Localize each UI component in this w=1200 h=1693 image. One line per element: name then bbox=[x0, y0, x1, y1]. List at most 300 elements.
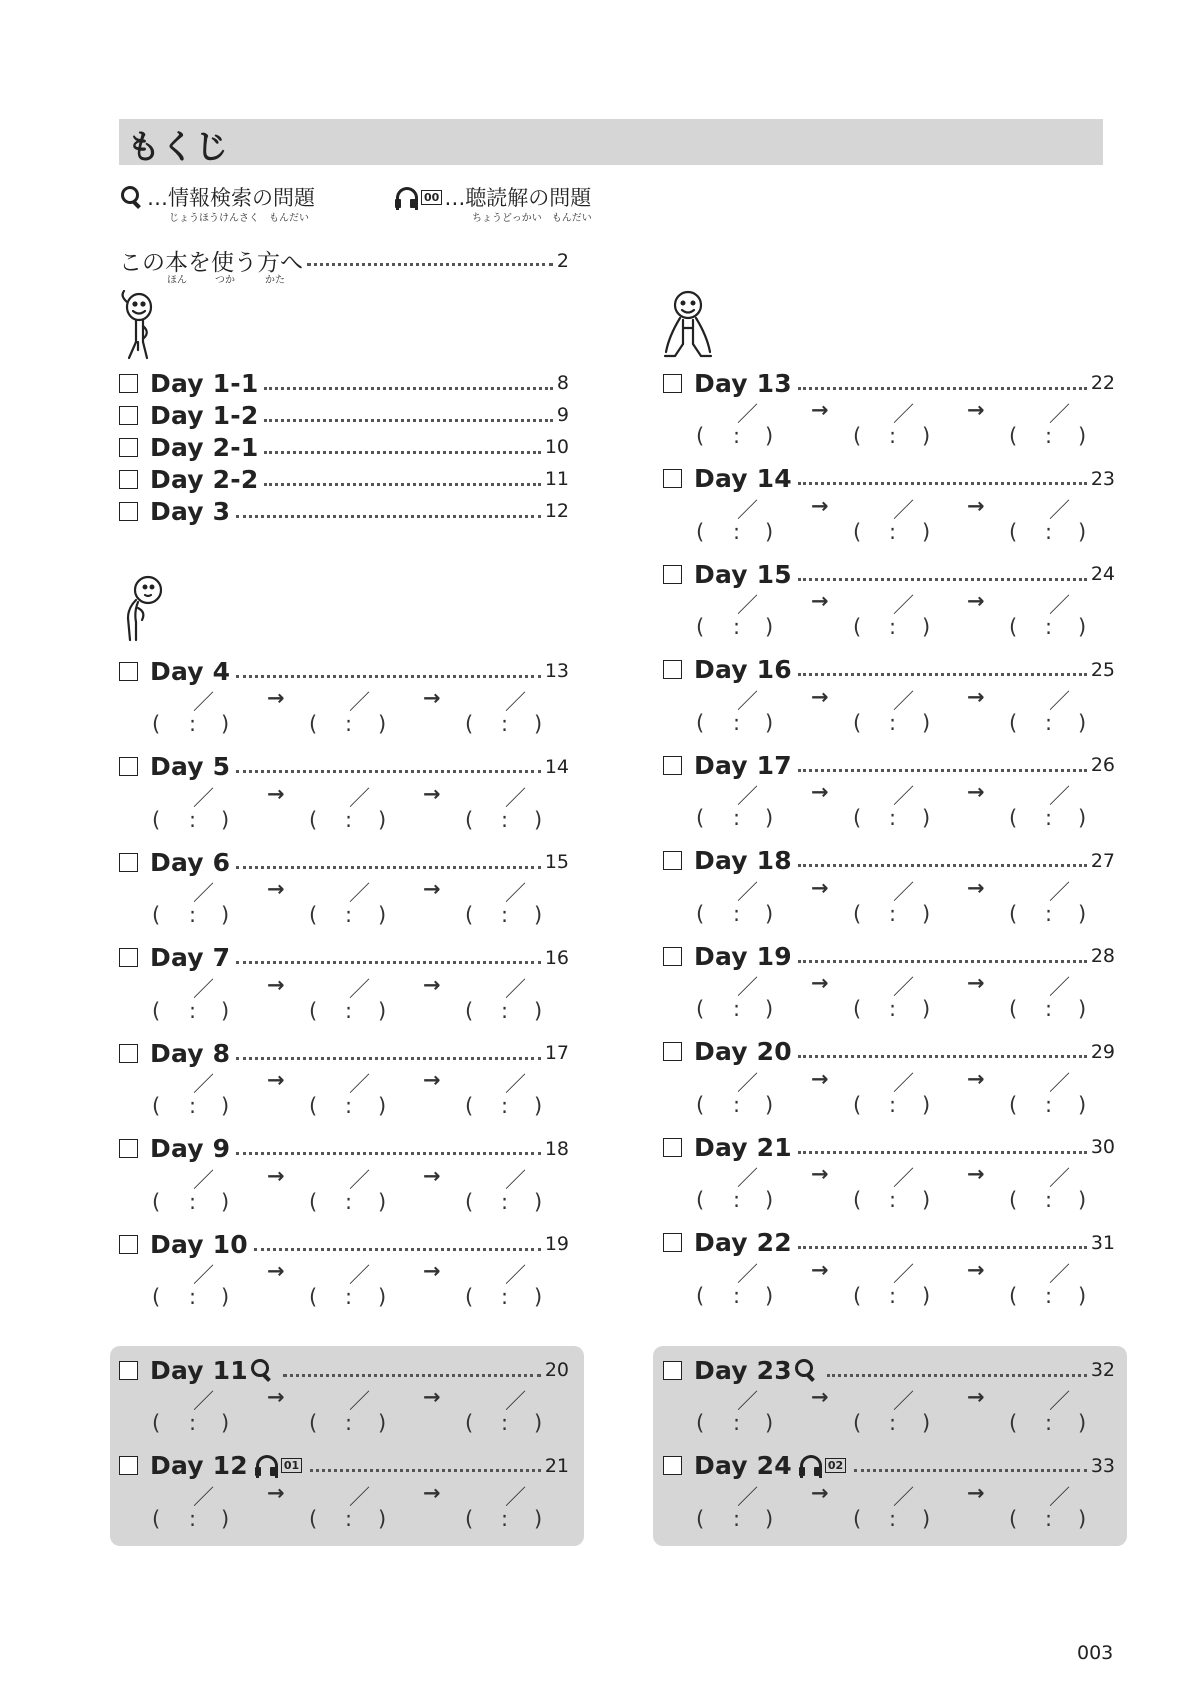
toc-entry[interactable] bbox=[663, 1037, 1115, 1127]
toc-entry[interactable] bbox=[119, 1451, 569, 1541]
leader-dots bbox=[236, 515, 541, 518]
progress-tracker[interactable] bbox=[149, 1481, 549, 1537]
leader-dots bbox=[236, 675, 541, 678]
date-slash: ／ bbox=[349, 1072, 370, 1096]
time-colon: : bbox=[733, 806, 741, 830]
checkbox[interactable] bbox=[663, 565, 682, 584]
date-slash: ／ bbox=[349, 976, 370, 1001]
toc-entry[interactable] bbox=[663, 1355, 1115, 1445]
time-open-paren: ( bbox=[853, 1092, 862, 1117]
leader-dots bbox=[798, 387, 1087, 390]
checkbox[interactable] bbox=[119, 662, 138, 681]
progress-tracker[interactable] bbox=[693, 971, 1093, 1027]
entry-line bbox=[119, 752, 569, 782]
checkbox[interactable] bbox=[119, 374, 138, 393]
time-open-paren: ( bbox=[696, 519, 705, 544]
progress-tracker[interactable] bbox=[693, 494, 1093, 550]
time-open-paren: ( bbox=[853, 424, 862, 448]
time-close-paren: ) bbox=[765, 901, 774, 926]
checkbox[interactable] bbox=[663, 851, 682, 870]
checkbox[interactable] bbox=[119, 1456, 138, 1475]
time-colon: : bbox=[501, 998, 509, 1023]
time-open-paren: ( bbox=[465, 998, 474, 1023]
toc-entry[interactable] bbox=[119, 847, 569, 937]
checkbox[interactable] bbox=[119, 948, 138, 967]
arrow-icon: → bbox=[811, 493, 829, 518]
entry-line bbox=[663, 941, 1115, 971]
time-open-paren: ( bbox=[696, 615, 705, 639]
leader-dots bbox=[264, 387, 552, 390]
time-open-paren: ( bbox=[696, 424, 705, 448]
legend-listening bbox=[396, 182, 636, 232]
entry-page: 20 bbox=[544, 1359, 569, 1381]
checkbox[interactable] bbox=[663, 1042, 682, 1061]
arrow-icon: → bbox=[967, 780, 985, 804]
arrow-icon: → bbox=[811, 398, 829, 422]
entry-page: 30 bbox=[1090, 1136, 1115, 1158]
arrow-icon: → bbox=[267, 972, 285, 997]
date-slash: ／ bbox=[193, 976, 214, 1001]
arrow-icon: → bbox=[811, 1066, 829, 1091]
time-colon: : bbox=[889, 615, 897, 639]
time-colon: : bbox=[501, 807, 509, 832]
date-slash: ／ bbox=[193, 690, 214, 714]
time-open-paren: ( bbox=[152, 903, 161, 927]
time-close-paren: ) bbox=[765, 615, 774, 639]
progress-tracker[interactable] bbox=[693, 1258, 1093, 1314]
entry-line bbox=[119, 1355, 569, 1385]
entry-line bbox=[119, 1451, 569, 1481]
time-open-paren: ( bbox=[465, 1506, 474, 1531]
time-close-paren: ) bbox=[221, 1411, 230, 1435]
toc-entry[interactable] bbox=[119, 943, 569, 1033]
time-close-paren: ) bbox=[922, 519, 931, 544]
progress-tracker[interactable] bbox=[693, 780, 1093, 836]
search-icon bbox=[121, 186, 143, 208]
arrow-icon: → bbox=[967, 1066, 985, 1091]
legend-search-ruby: じょうほうけんさく もんだい bbox=[169, 213, 309, 224]
checkbox[interactable] bbox=[663, 947, 682, 966]
entry-line bbox=[663, 1037, 1115, 1067]
entry-page: 26 bbox=[1090, 754, 1115, 776]
toc-entry[interactable] bbox=[119, 368, 569, 398]
time-colon: : bbox=[733, 901, 741, 926]
time-open-paren: ( bbox=[465, 1285, 474, 1309]
arrow-icon: → bbox=[423, 877, 441, 901]
arrow-icon: → bbox=[423, 972, 441, 997]
arrow-icon: → bbox=[423, 1385, 441, 1409]
date-slash: ／ bbox=[193, 1072, 214, 1096]
toc-entry[interactable] bbox=[663, 368, 1115, 458]
checkbox[interactable] bbox=[663, 756, 682, 775]
entry-label: Day 22 bbox=[694, 1228, 792, 1257]
date-slash: ／ bbox=[893, 402, 914, 426]
entry-label: Day 24 bbox=[694, 1451, 792, 1480]
arrow-icon: → bbox=[811, 1162, 829, 1186]
time-close-paren: ) bbox=[922, 615, 931, 639]
date-slash: ／ bbox=[893, 1166, 914, 1190]
toc-entry[interactable] bbox=[119, 1355, 569, 1445]
checkbox[interactable] bbox=[119, 406, 138, 425]
entry-line bbox=[663, 464, 1115, 494]
leader-dots bbox=[310, 1469, 541, 1472]
date-slash: ／ bbox=[737, 1389, 758, 1413]
toc-entry[interactable] bbox=[663, 1132, 1115, 1222]
toc-entry[interactable] bbox=[119, 1134, 569, 1224]
leader-dots bbox=[236, 866, 541, 869]
time-colon: : bbox=[345, 712, 353, 736]
checkbox[interactable] bbox=[119, 1044, 138, 1063]
time-open-paren: ( bbox=[1009, 806, 1018, 830]
time-open-paren: ( bbox=[152, 1189, 161, 1214]
time-open-paren: ( bbox=[853, 1283, 862, 1308]
toc-entry[interactable] bbox=[119, 496, 569, 526]
time-close-paren: ) bbox=[922, 1411, 931, 1435]
time-colon: : bbox=[889, 519, 897, 544]
progress-tracker[interactable] bbox=[149, 686, 549, 742]
leader-dots bbox=[236, 961, 541, 964]
time-open-paren: ( bbox=[1009, 997, 1018, 1021]
entry-page: 15 bbox=[544, 851, 569, 873]
toc-entry[interactable] bbox=[119, 656, 569, 746]
time-close-paren: ) bbox=[221, 1189, 230, 1214]
time-colon: : bbox=[889, 1188, 897, 1212]
arrow-icon: → bbox=[811, 589, 829, 613]
usage-entry[interactable] bbox=[119, 244, 569, 284]
time-close-paren: ) bbox=[1078, 1411, 1087, 1435]
leader-dots bbox=[854, 1469, 1087, 1472]
leader-dots bbox=[236, 1057, 541, 1060]
entry-line bbox=[663, 559, 1115, 589]
time-close-paren: ) bbox=[534, 998, 543, 1023]
time-close-paren: ) bbox=[378, 712, 387, 736]
time-colon: : bbox=[501, 1189, 509, 1214]
time-colon: : bbox=[733, 1506, 741, 1531]
time-colon: : bbox=[889, 1411, 897, 1435]
progress-tracker[interactable] bbox=[149, 1259, 549, 1315]
time-open-paren: ( bbox=[309, 1094, 318, 1118]
time-colon: : bbox=[189, 903, 197, 927]
time-close-paren: ) bbox=[221, 712, 230, 736]
arrow-icon: → bbox=[967, 1385, 985, 1409]
legend-search bbox=[121, 182, 361, 232]
progress-tracker[interactable] bbox=[693, 589, 1093, 645]
time-close-paren: ) bbox=[221, 998, 230, 1023]
date-slash: ／ bbox=[505, 1389, 526, 1413]
arrow-icon: → bbox=[267, 781, 285, 806]
progress-tracker[interactable] bbox=[693, 1481, 1093, 1537]
time-close-paren: ) bbox=[534, 712, 543, 736]
checkbox[interactable] bbox=[119, 1139, 138, 1158]
progress-tracker[interactable] bbox=[693, 1162, 1093, 1218]
arrow-icon: → bbox=[267, 686, 285, 710]
time-open-paren: ( bbox=[853, 710, 862, 735]
time-close-paren: ) bbox=[1078, 424, 1087, 448]
time-close-paren: ) bbox=[765, 424, 774, 448]
toc-entry[interactable] bbox=[119, 400, 569, 430]
ruby-kata: かた bbox=[265, 275, 285, 286]
leader-dots bbox=[236, 1152, 541, 1155]
checkbox[interactable] bbox=[119, 1361, 138, 1380]
time-colon: : bbox=[733, 519, 741, 544]
checkbox[interactable] bbox=[663, 1233, 682, 1252]
entry-page: 21 bbox=[544, 1454, 569, 1477]
time-open-paren: ( bbox=[696, 901, 705, 926]
time-open-paren: ( bbox=[1009, 1283, 1018, 1308]
time-open-paren: ( bbox=[853, 806, 862, 830]
progress-tracker[interactable] bbox=[149, 973, 549, 1029]
entry-line bbox=[119, 943, 569, 973]
time-open-paren: ( bbox=[853, 901, 862, 926]
toc-entry[interactable] bbox=[119, 1229, 569, 1319]
arrow-icon: → bbox=[423, 686, 441, 710]
time-open-paren: ( bbox=[853, 1506, 862, 1531]
leader-dots bbox=[798, 673, 1087, 676]
date-slash: ／ bbox=[737, 879, 758, 904]
time-open-paren: ( bbox=[696, 1283, 705, 1308]
time-colon: : bbox=[501, 1285, 509, 1309]
entry-label: Day 21 bbox=[694, 1132, 792, 1162]
progress-tracker[interactable] bbox=[149, 782, 549, 838]
page-title: もくじ bbox=[127, 127, 229, 166]
checkbox[interactable] bbox=[119, 502, 138, 521]
time-close-paren: ) bbox=[1078, 997, 1087, 1021]
date-slash: ／ bbox=[505, 1167, 526, 1192]
headphones-icon bbox=[256, 1455, 304, 1476]
toc-entry[interactable] bbox=[119, 752, 569, 842]
toc-entry[interactable] bbox=[119, 464, 569, 494]
time-open-paren: ( bbox=[696, 1092, 705, 1117]
time-close-paren: ) bbox=[378, 1411, 387, 1435]
entry-page: 31 bbox=[1090, 1231, 1115, 1254]
entry-line bbox=[663, 655, 1115, 685]
date-slash: ／ bbox=[1049, 1261, 1070, 1286]
progress-tracker[interactable] bbox=[149, 1068, 549, 1124]
arrow-icon: → bbox=[811, 1257, 829, 1282]
toc-entry[interactable] bbox=[663, 655, 1115, 745]
toc-entry[interactable] bbox=[663, 846, 1115, 936]
time-colon: : bbox=[345, 1285, 353, 1309]
checkbox[interactable] bbox=[663, 1138, 682, 1157]
progress-tracker[interactable] bbox=[149, 1385, 549, 1441]
legend-listening-label: …聴読解の問題 bbox=[444, 186, 592, 210]
time-open-paren: ( bbox=[309, 998, 318, 1023]
checkbox[interactable] bbox=[119, 438, 138, 457]
time-close-paren: ) bbox=[534, 1411, 543, 1435]
time-close-paren: ) bbox=[765, 1411, 774, 1435]
arrow-icon: → bbox=[811, 1480, 829, 1505]
leader-dots bbox=[798, 482, 1087, 485]
entry-label: Day 10 bbox=[150, 1229, 248, 1259]
entry-label: Day 6 bbox=[150, 847, 231, 877]
time-colon: : bbox=[889, 1506, 897, 1531]
time-close-paren: ) bbox=[378, 998, 387, 1023]
time-open-paren: ( bbox=[1009, 1506, 1018, 1531]
time-open-paren: ( bbox=[465, 1411, 474, 1435]
time-open-paren: ( bbox=[152, 1506, 161, 1531]
time-close-paren: ) bbox=[534, 903, 543, 927]
time-open-paren: ( bbox=[152, 1285, 161, 1309]
time-colon: : bbox=[189, 1094, 197, 1118]
time-close-paren: ) bbox=[221, 903, 230, 927]
entry-label: Day 18 bbox=[694, 846, 792, 875]
time-colon: : bbox=[345, 998, 353, 1023]
time-colon: : bbox=[1045, 1092, 1053, 1117]
leader-dots bbox=[798, 769, 1087, 772]
date-slash: ／ bbox=[737, 593, 758, 617]
time-colon: : bbox=[889, 997, 897, 1021]
time-close-paren: ) bbox=[765, 519, 774, 544]
date-slash: ／ bbox=[193, 1263, 214, 1287]
date-slash: ／ bbox=[505, 1484, 526, 1509]
date-slash: ／ bbox=[349, 1389, 370, 1413]
entry-line bbox=[663, 846, 1115, 876]
toc-entry[interactable] bbox=[663, 941, 1115, 1031]
checkbox[interactable] bbox=[119, 757, 138, 776]
arrow-icon: → bbox=[967, 589, 985, 613]
progress-tracker[interactable] bbox=[149, 1164, 549, 1220]
date-slash: ／ bbox=[193, 785, 214, 810]
time-close-paren: ) bbox=[1078, 519, 1087, 544]
time-close-paren: ) bbox=[922, 1506, 931, 1531]
time-close-paren: ) bbox=[765, 710, 774, 735]
time-close-paren: ) bbox=[1078, 901, 1087, 926]
entry-page: 23 bbox=[1090, 467, 1115, 490]
checkbox[interactable] bbox=[663, 469, 682, 488]
time-open-paren: ( bbox=[1009, 424, 1018, 448]
arrow-icon: → bbox=[967, 875, 985, 900]
time-colon: : bbox=[733, 424, 741, 448]
progress-tracker[interactable] bbox=[693, 876, 1093, 932]
entry-label: Day 2-1 bbox=[150, 432, 259, 462]
time-open-paren: ( bbox=[152, 807, 161, 832]
progress-tracker[interactable] bbox=[693, 398, 1093, 454]
time-close-paren: ) bbox=[922, 710, 931, 735]
progress-tracker[interactable] bbox=[693, 685, 1093, 741]
time-colon: : bbox=[501, 1506, 509, 1531]
time-open-paren: ( bbox=[853, 1411, 862, 1435]
time-colon: : bbox=[1045, 1283, 1053, 1308]
entry-page: 12 bbox=[544, 500, 569, 522]
checkbox[interactable] bbox=[119, 470, 138, 489]
entry-page: 18 bbox=[544, 1137, 569, 1160]
toc-entry[interactable] bbox=[663, 750, 1115, 840]
time-close-paren: ) bbox=[765, 1092, 774, 1117]
entry-page: 32 bbox=[1090, 1359, 1115, 1381]
entry-label: Day 9 bbox=[150, 1134, 231, 1163]
date-slash: ／ bbox=[349, 881, 370, 905]
checkbox[interactable] bbox=[119, 1235, 138, 1254]
checkbox[interactable] bbox=[663, 1456, 682, 1475]
time-open-paren: ( bbox=[696, 1188, 705, 1212]
title-bar bbox=[119, 119, 1103, 165]
date-slash: ／ bbox=[1049, 879, 1070, 904]
time-close-paren: ) bbox=[378, 807, 387, 832]
time-colon: : bbox=[345, 1094, 353, 1118]
checkbox[interactable] bbox=[119, 853, 138, 872]
leader-dots bbox=[798, 1055, 1087, 1058]
progress-tracker[interactable] bbox=[149, 877, 549, 933]
time-colon: : bbox=[501, 712, 509, 736]
time-close-paren: ) bbox=[1078, 1506, 1087, 1531]
date-slash: ／ bbox=[193, 1167, 214, 1192]
headphones-icon bbox=[800, 1455, 848, 1476]
time-open-paren: ( bbox=[465, 807, 474, 832]
date-slash: ／ bbox=[1049, 1166, 1070, 1190]
toc-entry[interactable] bbox=[119, 432, 569, 462]
time-open-paren: ( bbox=[309, 712, 318, 736]
arrow-icon: → bbox=[811, 1385, 829, 1409]
entry-page: 28 bbox=[1090, 945, 1115, 967]
time-colon: : bbox=[345, 1189, 353, 1214]
toc-entry[interactable] bbox=[663, 1451, 1115, 1541]
arrow-icon: → bbox=[967, 684, 985, 709]
search-glyph bbox=[251, 1359, 273, 1381]
time-close-paren: ) bbox=[922, 1188, 931, 1212]
arrow-icon: → bbox=[267, 1259, 285, 1283]
track-number-badge: 02 bbox=[825, 1458, 846, 1473]
arrow-icon: → bbox=[267, 1068, 285, 1092]
progress-tracker[interactable] bbox=[693, 1385, 1093, 1441]
checkbox[interactable] bbox=[663, 660, 682, 679]
entry-label: Day 7 bbox=[150, 943, 231, 972]
time-close-paren: ) bbox=[1078, 1283, 1087, 1308]
time-open-paren: ( bbox=[152, 712, 161, 736]
checkbox[interactable] bbox=[663, 374, 682, 393]
date-slash: ／ bbox=[505, 785, 526, 810]
toc-entry[interactable] bbox=[663, 559, 1115, 649]
toc-entry[interactable] bbox=[119, 1038, 569, 1128]
arrow-icon: → bbox=[423, 1163, 441, 1188]
time-open-paren: ( bbox=[465, 903, 474, 927]
time-close-paren: ) bbox=[765, 1188, 774, 1212]
date-slash: ／ bbox=[737, 1484, 758, 1509]
time-colon: : bbox=[189, 1411, 197, 1435]
time-close-paren: ) bbox=[1078, 1188, 1087, 1212]
time-open-paren: ( bbox=[465, 712, 474, 736]
entry-page: 25 bbox=[1090, 658, 1115, 681]
checkbox[interactable] bbox=[663, 1361, 682, 1380]
date-slash: ／ bbox=[893, 593, 914, 617]
date-slash: ／ bbox=[1049, 497, 1070, 522]
time-open-paren: ( bbox=[1009, 1188, 1018, 1212]
arrow-icon: → bbox=[267, 1480, 285, 1505]
time-open-paren: ( bbox=[152, 1094, 161, 1118]
page-number: 003 bbox=[1077, 1642, 1114, 1664]
leader-dots bbox=[827, 1374, 1087, 1377]
time-open-paren: ( bbox=[152, 1411, 161, 1435]
entry-page: 22 bbox=[1090, 372, 1115, 394]
entry-page: 8 bbox=[556, 372, 569, 394]
leader-dots bbox=[264, 419, 552, 422]
arrow-icon: → bbox=[967, 1480, 985, 1505]
date-slash: ／ bbox=[1049, 975, 1070, 999]
toc-entry[interactable] bbox=[663, 464, 1115, 554]
time-open-paren: ( bbox=[696, 997, 705, 1021]
time-close-paren: ) bbox=[922, 806, 931, 830]
entry-page: 9 bbox=[556, 404, 569, 426]
time-close-paren: ) bbox=[1078, 615, 1087, 639]
time-open-paren: ( bbox=[309, 1506, 318, 1531]
progress-tracker[interactable] bbox=[693, 1067, 1093, 1123]
time-close-paren: ) bbox=[378, 1285, 387, 1309]
arrow-icon: → bbox=[423, 1068, 441, 1092]
time-open-paren: ( bbox=[696, 806, 705, 830]
toc-entry[interactable] bbox=[663, 1228, 1115, 1318]
time-open-paren: ( bbox=[1009, 901, 1018, 926]
arrow-icon: → bbox=[267, 877, 285, 901]
time-colon: : bbox=[733, 1188, 741, 1212]
